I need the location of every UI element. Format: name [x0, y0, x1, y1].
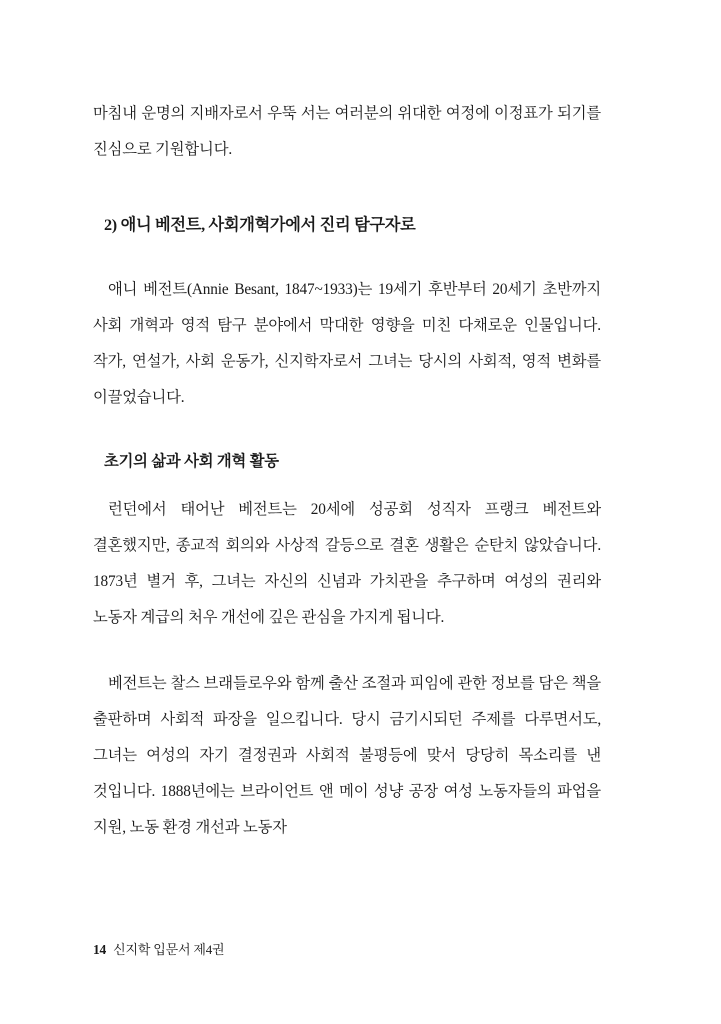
spacer [93, 636, 601, 666]
page-content [93, 96, 601, 846]
section-heading: 2) 애니 베전트, 사회개혁가에서 진리 탐구자로 [104, 216, 416, 234]
spacer [93, 416, 601, 446]
spacer [93, 478, 601, 492]
footer-book-title: 신지학 입문서 제4권 [113, 942, 225, 957]
spacer [93, 242, 601, 272]
paragraph-early-life: 런던에서 태어난 베전트는 20세에 성공회 성직자 프랭크 베전트와 결혼했지만, 종교적 회의와 사상적 갈등으로 결혼 생활은 순탄치 않았습니다. 1873년 별거 후, 그녀는 자신의 신념과 가치관을 추구하며 여성의 권리와 노동자 계급의 처우 개선에 깊은 관심을 가지게 됩니다. [93, 501, 601, 626]
paragraph-activism: 베전트는 찰스 브래들로우와 함께 출산 조절과 피임에 관한 정보를 담은 책을 출판하며 사회적 파장을 일으킵니다. 당시 금기시되던 주제를 다루면서도, 그녀는 여성의 자기 결정권과 사회적 불평등에 맞서 당당히 목소리를 낸 것입니다. 1888년에는 브라이언트 앤 메이 성냥 공장 여성 노동자들의 파업을 지원, 노동 환경 개선과 노동자 [93, 675, 601, 836]
subsection-heading: 초기의 삶과 사회 개혁 활동 [104, 453, 279, 470]
paragraph-intro: 마침내 운명의 지배자로서 우뚝 서는 여러분의 위대한 여정에 이정표가 되기를 진심으로 기원합니다. [93, 105, 601, 158]
page-number: 14 [93, 942, 107, 957]
page-footer [93, 939, 613, 958]
paragraph-besant-overview: 애니 베전트(Annie Besant, 1847~1933)는 19세기 후반부터 20세기 초반까지 사회 개혁과 영적 탐구 분야에서 막대한 영향을 미친 다채로운 인물입니다. 작가, 연설가, 사회 운동가, 신지학자로서 그녀는 당시의 사회적, 영적 변화를 이끌었습니다. [93, 281, 601, 406]
spacer [93, 168, 601, 208]
